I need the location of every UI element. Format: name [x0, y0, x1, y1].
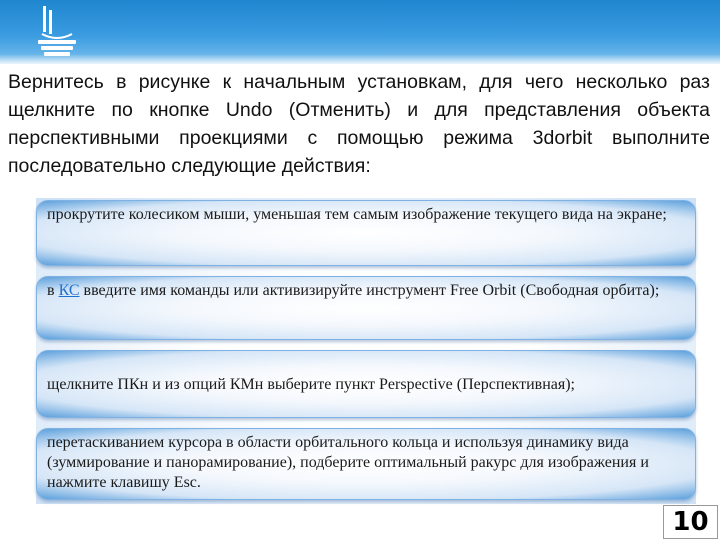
step-item [36, 350, 696, 418]
step-text: перетаскиванием курсора в области орбитального кольца и используя динамику вида (зуммирование и панорамирование), подберите оптимальный ракурс для изображения и нажмите клавишу Esc. [47, 434, 649, 491]
step-item [36, 428, 696, 500]
step-text: прокрутите колесиком мыши, уменьшая тем самым изображение текущего вида на экране; [47, 206, 667, 223]
header-band [0, 0, 720, 64]
command-line-link[interactable]: КС [58, 282, 80, 299]
page-number: 10 [663, 505, 718, 539]
logo-icon [34, 4, 80, 62]
steps-list [36, 198, 696, 504]
step-item [36, 200, 696, 266]
step-text: введите имя команды или активизируйте инструмент Free Orbit (Свободная орбита); [79, 282, 660, 299]
step-text: щелкните ПКн и из опций КМн выберите пункт Perspective (Перспективная); [47, 376, 575, 393]
step-prefix: в [47, 282, 59, 299]
intro-paragraph: Вернитесь в рисунке к начальным установкам, для чего несколько раз щелкните по кнопке Undo (Отменить) и для представления объекта перспективными проекциями с помощью режима 3dorbit выполните последовательно следующие действия: [8, 71, 710, 177]
step-item [36, 276, 696, 340]
